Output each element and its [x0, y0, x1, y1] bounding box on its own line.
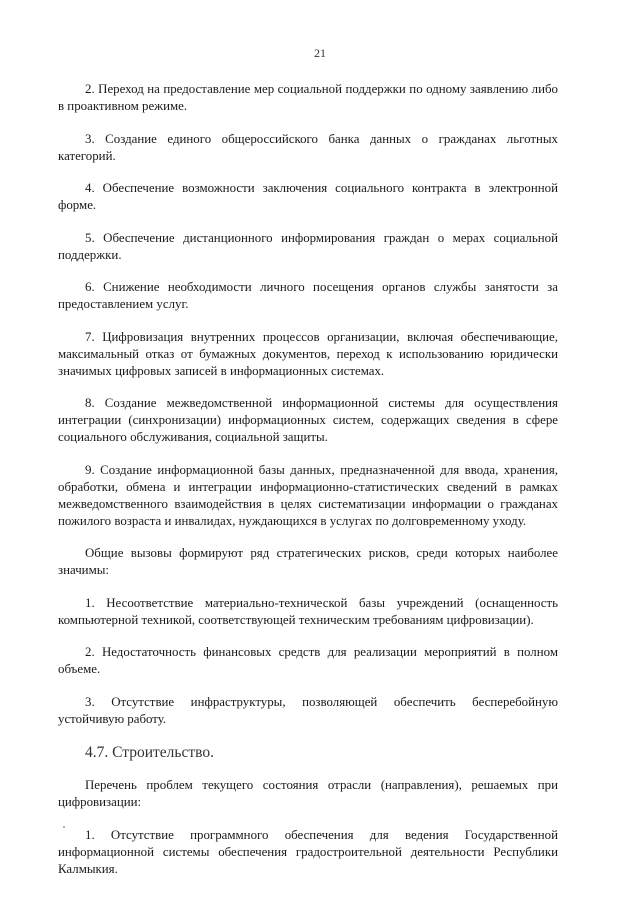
document-body	[58, 81, 558, 893]
section-heading: 4.7. Строительство.	[85, 744, 214, 761]
risks-intro-paragraph: Общие вызовы формируют ряд стратегических рисков, среди которых наиболее значимы:	[58, 546, 558, 577]
risk-item-3: 3. Отсутствие инфраструктуры, позволяющей обеспечить бесперебойную устойчивую работу.	[58, 694, 558, 726]
scan-speck	[63, 826, 65, 828]
paragraph-item-3: 3. Создание единого общероссийского банка данных о гражданах льготных категорий.	[58, 131, 558, 163]
section-intro-paragraph: Перечень проблем текущего состояния отрасли (направления), решаемых при цифровизации:	[58, 778, 558, 809]
paragraph-item-8: 8. Создание межведомственной информационной системы для осуществления интеграции (синхронизации) информационных систем, содержащих сведения в сфере социального обслуживания, социальной защиты.	[58, 396, 558, 444]
paragraph-item-9: 9. Создание информационной базы данных, предназначенной для ввода, хранения, обработки, обмена и интеграции информационно-статистических сведений в рамках межведомственного взаимодействия в целях систематизации информации о гражданах пожилого возраста и инвалидах, нуждающихся в услугах по долговременному уходу.	[58, 462, 558, 528]
paragraph-item-7: 7. Цифровизация внутренних процессов организации, включая обеспечивающие, максимальный отказ от бумажных документов, переход к использованию юридически значимых цифровых записей в информационных системах.	[58, 329, 558, 378]
paragraph-item-2: 2. Переход на предоставление мер социальной поддержки по одному заявлению либо в проактивном режиме.	[58, 82, 558, 113]
risk-item-2: 2. Недостаточность финансовых средств для реализации мероприятий в полном объеме.	[58, 645, 558, 676]
paragraph-item-4: 4. Обеспечение возможности заключения социального контракта в электронной форме.	[58, 181, 558, 212]
paragraph-item-6: 6. Снижение необходимости личного посещения органов службы занятости за предоставлением услуг.	[58, 280, 558, 311]
risk-item-1: 1. Несоответствие материально-технической базы учреждений (оснащенность компьютерной техникой, соответствующей техническим требованиям цифровизации).	[58, 595, 558, 627]
paragraph-item-5: 5. Обеспечение дистанционного информирования граждан о мерах социальной поддержки.	[58, 230, 558, 262]
section-problem-item-1: 1. Отсутствие программного обеспечения для ведения Государственной информационной системы обеспечения градостроительной деятельности Республики Калмыкия.	[58, 827, 558, 876]
page-number: 21	[314, 46, 326, 60]
